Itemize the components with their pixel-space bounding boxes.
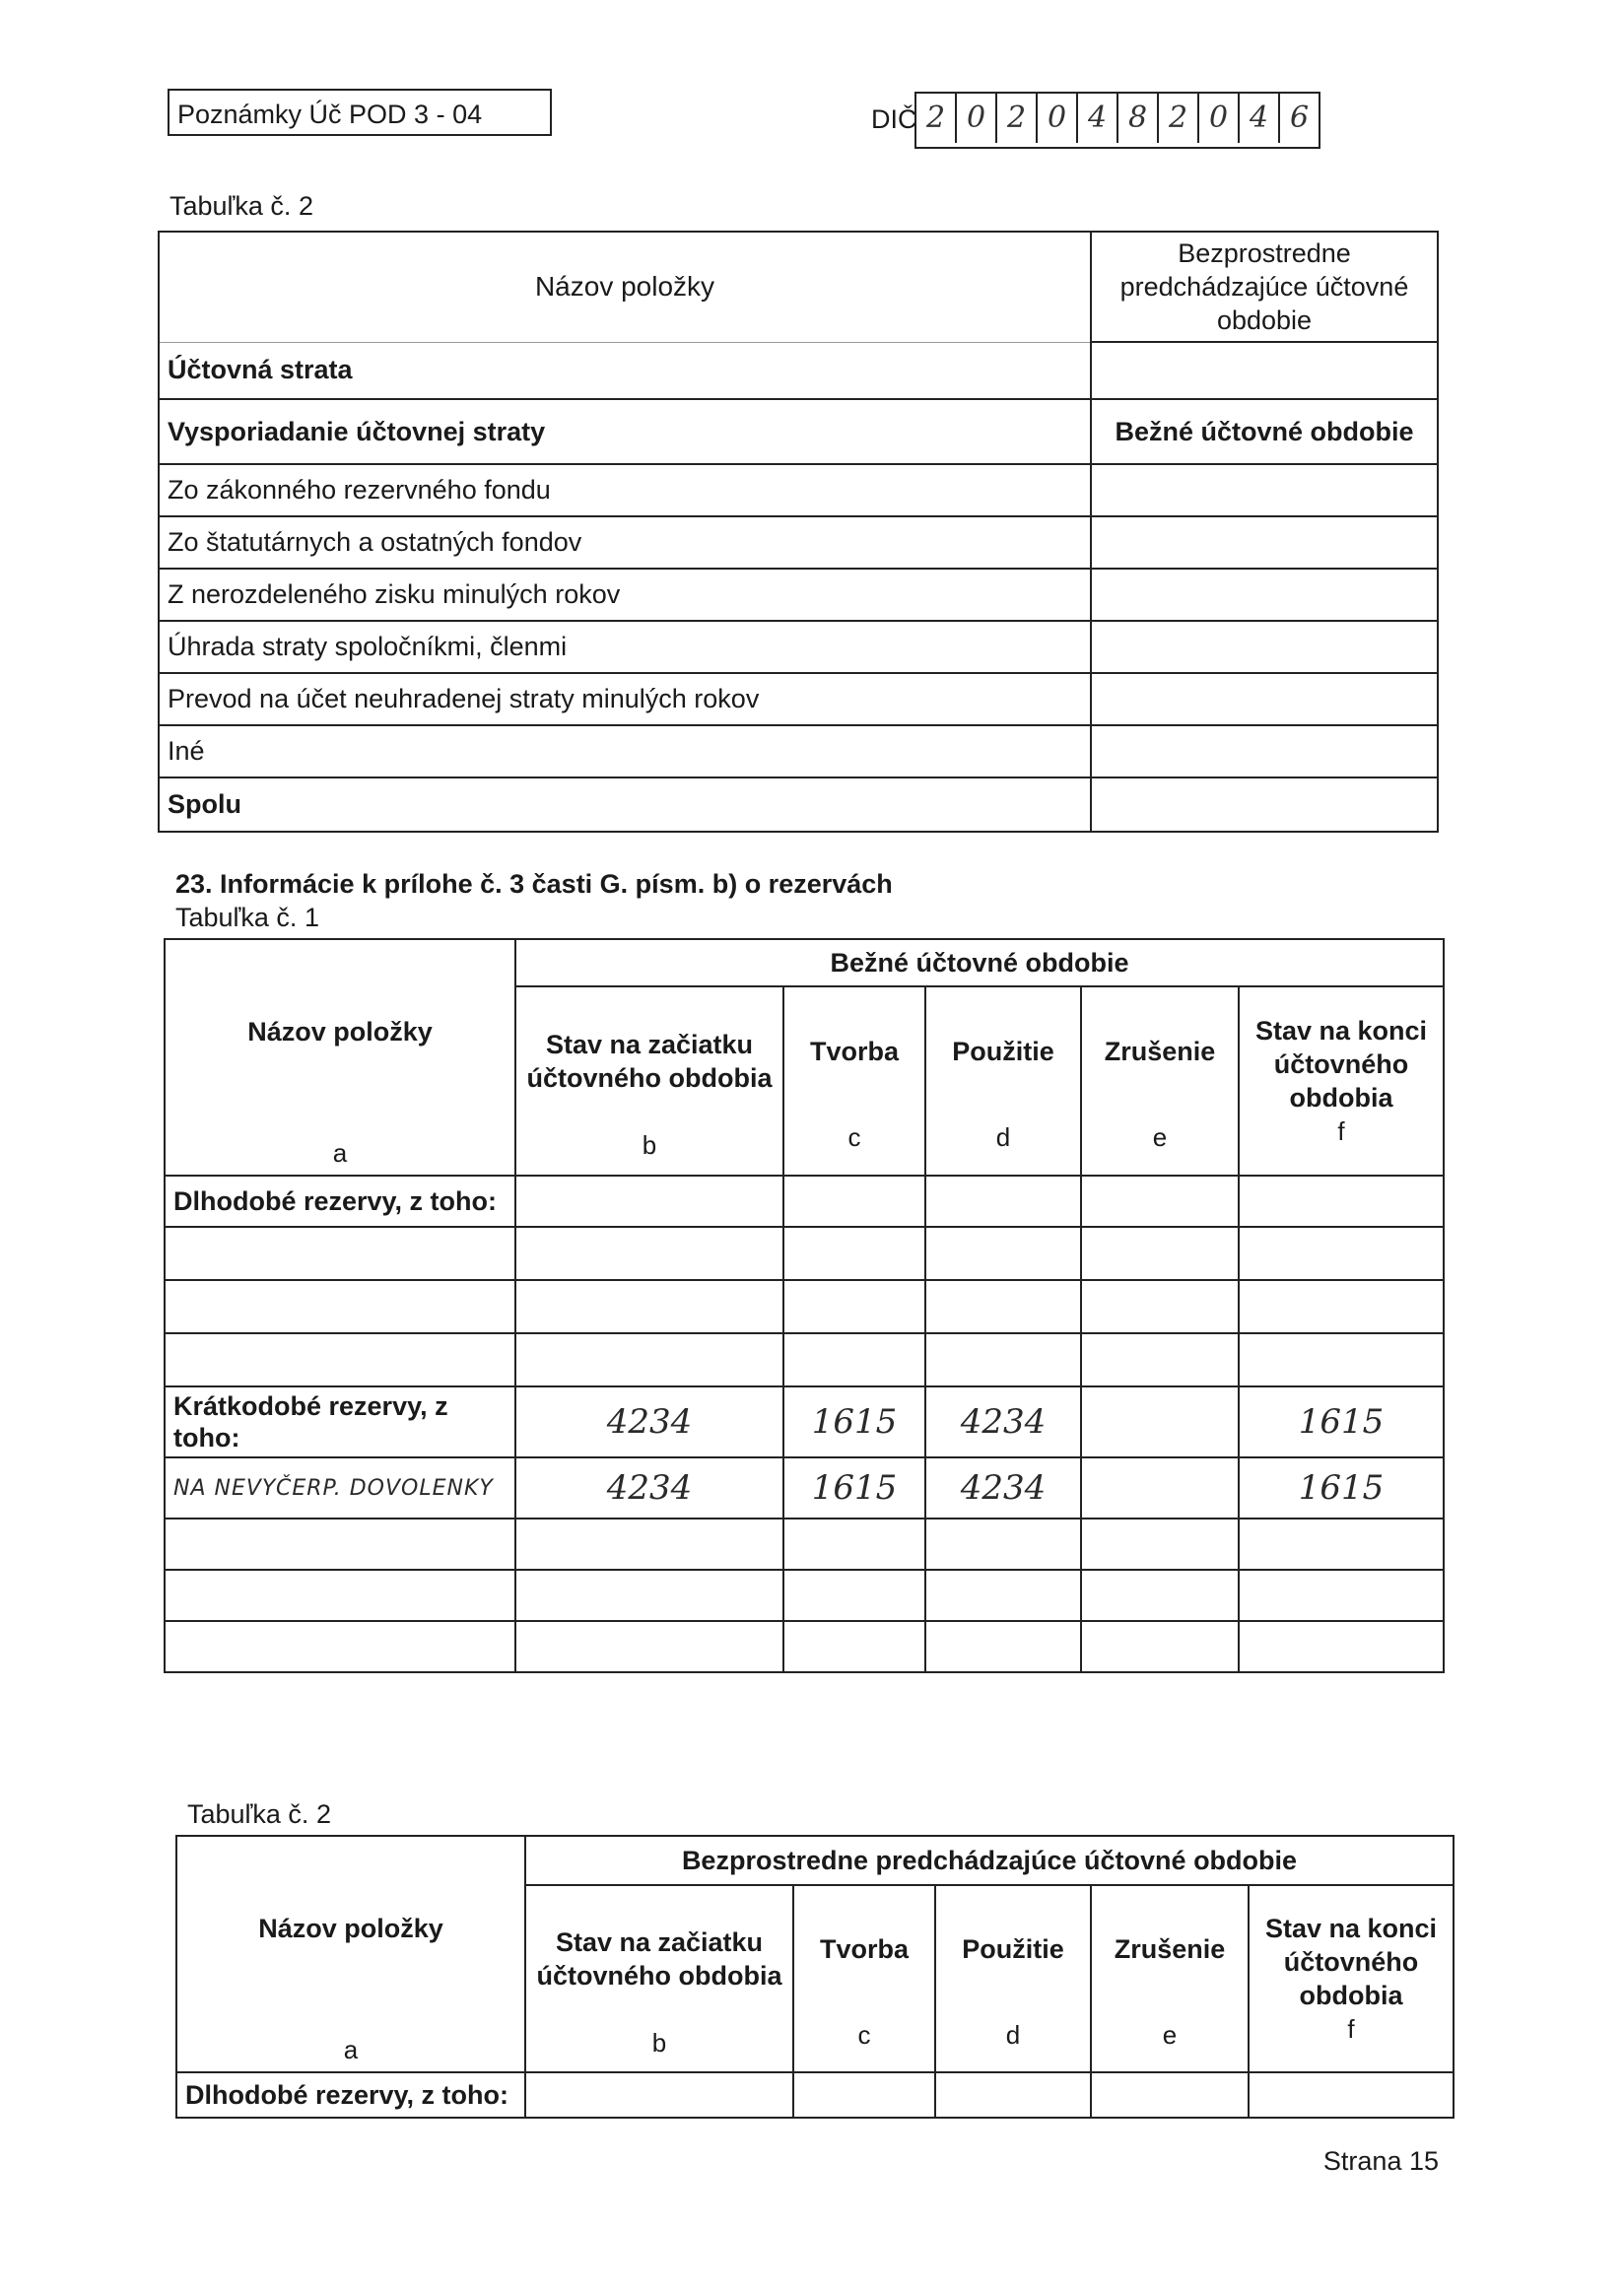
group-header: Bezprostredne predchádzajúce účtovné obdobie xyxy=(525,1836,1454,1885)
short-term-value-e xyxy=(1081,1386,1239,1457)
section-title: 23. Informácie k prílohe č. 3 časti G. písm. b) o rezervách xyxy=(175,869,893,899)
table-caption: Tabuľka č. 2 xyxy=(187,1799,331,1829)
col-header-f: Stav na konci účtovného obdobia f xyxy=(1249,1885,1454,2072)
row-long-term: Dlhodobé rezervy, z toho: xyxy=(176,2072,525,2118)
reserves-current-table xyxy=(164,938,1445,1673)
col-header-e: Zrušenie e xyxy=(1081,986,1239,1176)
dic-digit: 0 xyxy=(1038,94,1078,143)
table-caption: Tabuľka č. 1 xyxy=(175,903,319,932)
dic-digit: 0 xyxy=(1199,94,1240,143)
col-header-current: Bežné účtovné obdobie xyxy=(1091,399,1438,464)
table-row: Iné xyxy=(159,725,1091,777)
table-row xyxy=(165,1621,1444,1672)
table-row xyxy=(165,1570,1444,1621)
col-header-name: Názov položky a xyxy=(165,939,515,1176)
dic-label: DIČ xyxy=(871,104,917,134)
col-header-name: Názov položky a xyxy=(176,1836,525,2072)
dic-digit: 4 xyxy=(1078,94,1118,143)
group-header: Bežné účtovné obdobie xyxy=(515,939,1444,986)
row-settle: Vysporiadanie účtovnej straty xyxy=(159,399,1091,464)
loss-settlement-table xyxy=(158,231,1439,833)
cell-loss-prev xyxy=(1091,342,1438,399)
col-header-b: Stav na začiatku účtovného obdobia b xyxy=(515,986,783,1176)
table-row xyxy=(165,1519,1444,1570)
document-label: Poznámky Úč POD 3 - 04 xyxy=(168,89,552,136)
handwritten-item: NA NEVYČERP. DOVOLENKY xyxy=(165,1457,515,1519)
table-row: Úhrada straty spoločníkmi, členmi xyxy=(159,621,1091,673)
col-header-d: Použitie d xyxy=(935,1885,1091,2072)
table-caption: Tabuľka č. 2 xyxy=(169,191,313,221)
col-header-e: Zrušenie e xyxy=(1091,1885,1249,2072)
table-row: Zo štatutárnych a ostatných fondov xyxy=(159,516,1091,569)
short-term-value-f: 1615 xyxy=(1239,1386,1444,1457)
item-value-b: 4234 xyxy=(515,1457,783,1519)
table-row xyxy=(165,1333,1444,1386)
dic-digit: 0 xyxy=(957,94,997,143)
col-header-c: Tvorba c xyxy=(783,986,925,1176)
short-term-value-c: 1615 xyxy=(783,1386,925,1457)
item-value-d: 4234 xyxy=(925,1457,1081,1519)
short-term-value-b: 4234 xyxy=(515,1386,783,1457)
row-short-term: Krátkodobé rezervy, z toho: xyxy=(165,1386,515,1457)
table-row xyxy=(165,1280,1444,1333)
item-value-f: 1615 xyxy=(1239,1457,1444,1519)
dic-digit: 4 xyxy=(1240,94,1280,143)
row-total: Spolu xyxy=(159,777,1091,832)
table-row: Zo zákonného rezervného fondu xyxy=(159,464,1091,516)
col-header-c: Tvorba c xyxy=(793,1885,935,2072)
table-row: Z nerozdeleného zisku minulých rokov xyxy=(159,569,1091,621)
row-long-term: Dlhodobé rezervy, z toho: xyxy=(165,1176,515,1227)
item-value-e xyxy=(1081,1457,1239,1519)
table-row: Prevod na účet neuhradenej straty minulých rokov xyxy=(159,673,1091,725)
col-header-b: Stav na začiatku účtovného obdobia b xyxy=(525,1885,793,2072)
row-loss: Účtovná strata xyxy=(159,342,1091,399)
dic-digit: 2 xyxy=(997,94,1038,143)
item-value-c: 1615 xyxy=(783,1457,925,1519)
short-term-value-d: 4234 xyxy=(925,1386,1081,1457)
dic-digit: 8 xyxy=(1118,94,1159,143)
dic-boxes xyxy=(914,92,1320,149)
reserves-prev-table xyxy=(175,1835,1455,2119)
col-header-name: Názov položky xyxy=(159,232,1091,342)
dic-digit: 2 xyxy=(1159,94,1199,143)
col-header-prev: Bezprostredne predchádzajúce účtovné obdobie xyxy=(1091,232,1438,342)
col-header-d: Použitie d xyxy=(925,986,1081,1176)
page-number: Strana 15 xyxy=(1322,2146,1439,2176)
col-header-f: Stav na konci účtovného obdobia f xyxy=(1239,986,1444,1176)
dic-digit: 2 xyxy=(916,94,957,143)
dic-digit: 6 xyxy=(1289,101,1310,135)
table-row xyxy=(165,1227,1444,1280)
